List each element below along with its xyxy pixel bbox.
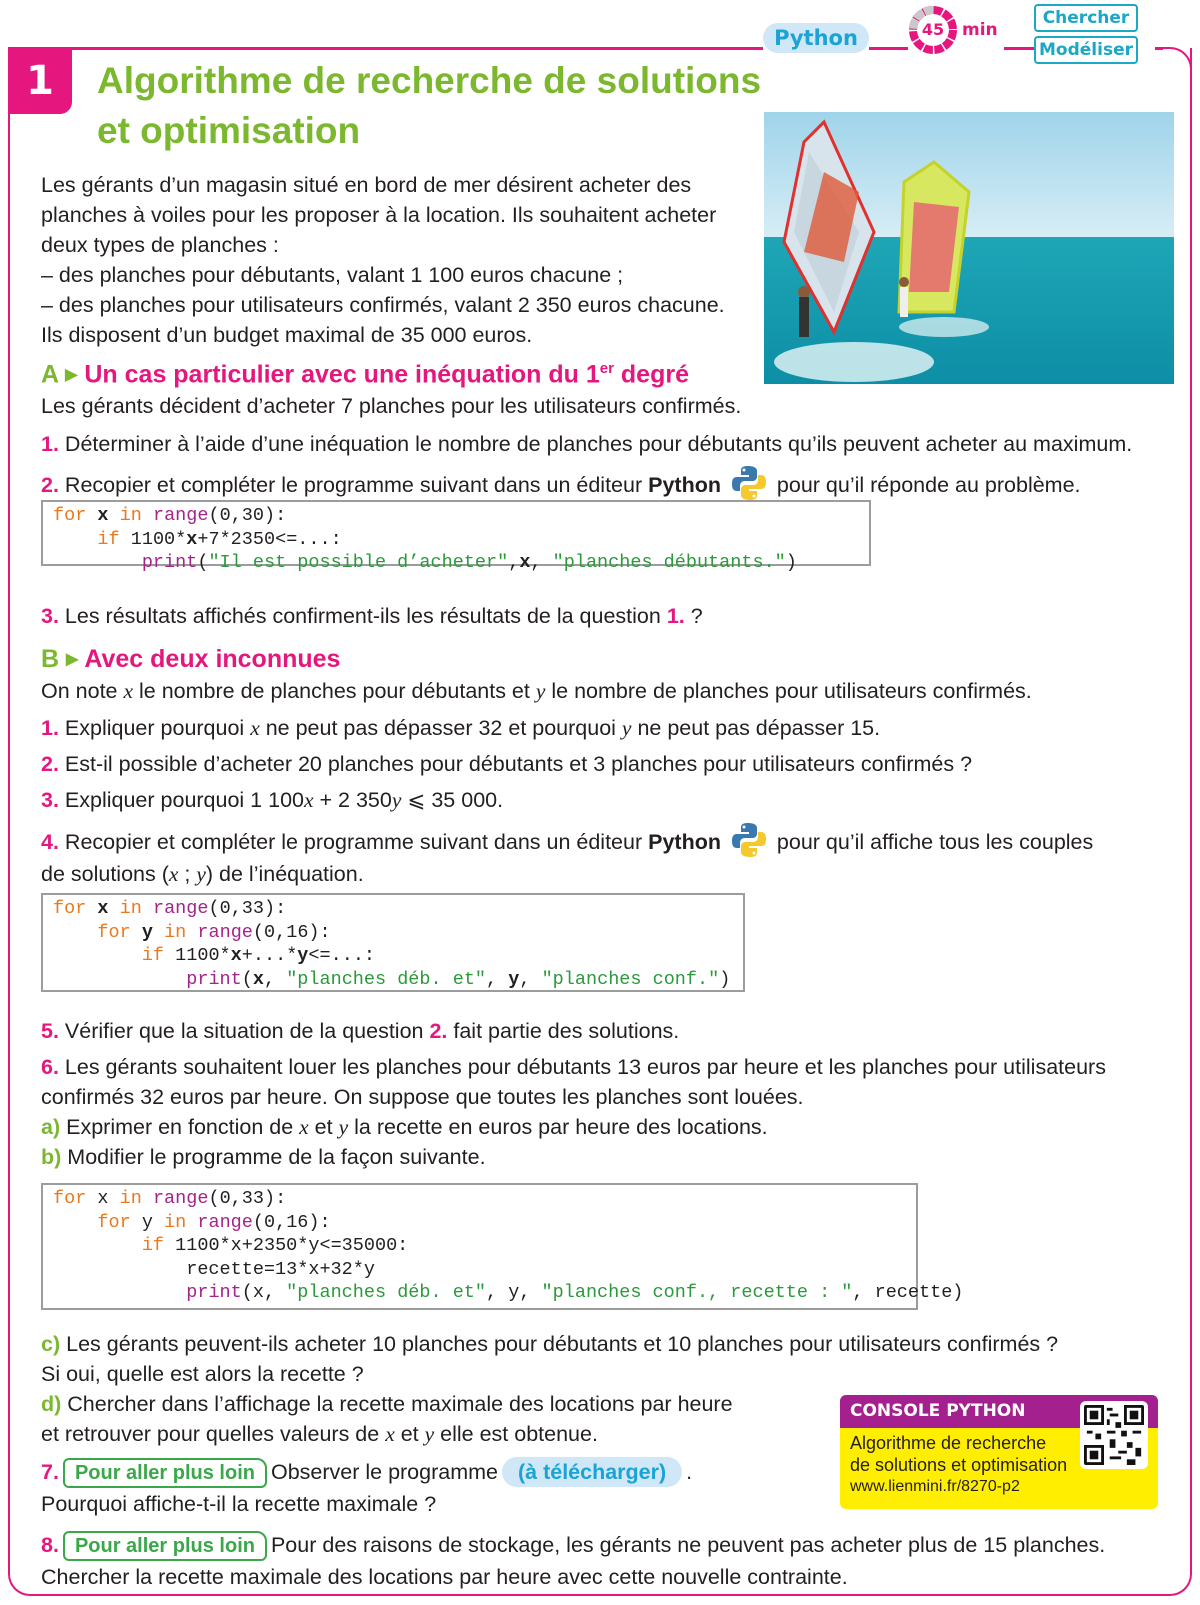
timer-unit: min: [962, 20, 998, 40]
text: ne peut pas dépasser 32 et pourquoi: [259, 716, 622, 740]
question-a3: [41, 601, 703, 631]
console-heading: CONSOLE PYTHON: [840, 1395, 1158, 1428]
intro-line: – des planches pour utilisateurs confirmés, valant 2 350 euros chacune.: [41, 293, 725, 317]
question-number: 7.: [41, 1460, 59, 1484]
console-title: de solutions et optimisation: [850, 1455, 1068, 1475]
text: et retrouver pour quelles valeurs de: [41, 1422, 386, 1446]
question-b2: [41, 749, 972, 779]
pour-aller-plus-loin-tag: Pour aller plus loin: [63, 1458, 267, 1488]
frame-top-line: [1004, 47, 1034, 50]
code-block-3: [41, 1183, 964, 1310]
section-title: Un cas particulier avec une inéquation du 1: [84, 360, 600, 389]
code-line: for y in range(0,16):: [97, 1211, 331, 1233]
var-y: y: [196, 862, 206, 886]
intro-line: Ils disposent d’un budget maximal de 35 000 euros.: [41, 323, 533, 347]
title-line: et optimisation: [97, 110, 361, 151]
question-number: 3.: [41, 788, 59, 812]
console-title: Algorithme de recherche: [850, 1433, 1047, 1453]
var-y: y: [535, 679, 546, 703]
question-b7: [41, 1456, 821, 1520]
var-x: x: [303, 788, 314, 812]
text: fait partie des solutions.: [447, 1019, 680, 1043]
pour-aller-plus-loin-tag: Pour aller plus loin: [63, 1531, 267, 1561]
code-line: for x in range(0,33):: [53, 1188, 287, 1209]
question-b5: [41, 1016, 679, 1046]
python-label: Python: [648, 473, 721, 497]
code-block-1: [41, 500, 871, 573]
question-number: 1.: [41, 716, 59, 740]
section-b-heading: [41, 645, 340, 674]
question-a1: [41, 429, 1171, 459]
var-x: x: [168, 862, 179, 886]
question-text: Les résultats affichés confirment-ils les résultats de la question: [64, 604, 667, 628]
text: le nombre de planches pour débutants et: [133, 679, 536, 703]
python-label: Python: [648, 830, 721, 854]
question-text: Recopier et compléter le programme suivant dans un éditeur: [64, 473, 649, 497]
sub-label: d): [41, 1392, 62, 1416]
code-block-2: [41, 893, 745, 992]
var-x: x: [299, 1115, 309, 1139]
question-text: ?: [684, 604, 703, 628]
question-text: pour qu’il réponde au problème.: [770, 473, 1081, 497]
text: Chercher dans l’affichage la recette maximale des locations par heure: [67, 1392, 733, 1416]
var-y: y: [338, 1115, 349, 1139]
text: Expliquer pourquoi: [64, 716, 251, 740]
question-a2: [41, 464, 1171, 502]
var-y: y: [391, 788, 402, 812]
code-line: recette=13*x+32*y: [53, 1258, 375, 1280]
exercise-title: [97, 56, 777, 156]
console-python-box[interactable]: [840, 1395, 1158, 1509]
text: .: [686, 1460, 693, 1484]
section-title-end: degré: [613, 360, 689, 389]
section-title: Avec deux inconnues: [84, 645, 341, 673]
intro-line: Les gérants d’un magasin situé en bord de mer désirent acheter des: [41, 173, 692, 197]
text: elle est obtenue.: [434, 1422, 598, 1446]
triangle-right-icon: ▶: [66, 651, 79, 668]
question-ref: 2.: [429, 1019, 448, 1043]
var-x: x: [385, 1422, 395, 1446]
code-line: if 1100*x+...*y<=...:: [141, 945, 376, 966]
code-line: if 1100*x+2350*y<=35000:: [141, 1235, 409, 1256]
text: ⩽ 35 000.: [401, 788, 504, 812]
question-b6d: [41, 1389, 801, 1449]
intro-line: deux types de planches :: [41, 233, 279, 257]
triangle-right-icon: ▶: [65, 366, 78, 384]
section-b-lead: [41, 676, 1032, 706]
text: et: [308, 1115, 339, 1139]
text: Recopier et compléter le programme suivant dans un éditeur: [64, 830, 649, 854]
text: Chercher la recette maximale des locations par heure avec cette nouvelle contrainte.: [41, 1565, 848, 1589]
var-x: x: [250, 716, 260, 740]
var-y: y: [424, 1422, 435, 1446]
intro-paragraph: [41, 170, 761, 350]
question-b1: [41, 713, 880, 743]
question-number: 8.: [41, 1533, 59, 1557]
text: pour qu’il affiche tous les couples: [770, 830, 1094, 854]
question-text: Est-il possible d’acheter 20 planches pour débutants et 3 planches pour utilisateurs confirmés ?: [64, 752, 973, 776]
text: + 2 350: [313, 788, 392, 812]
text: de solutions (: [41, 862, 169, 886]
section-a-lead: Les gérants décident d’acheter 7 planches pour les utilisateurs confirmés.: [41, 394, 742, 418]
text: confirmés 32 euros par heure. On suppose que toutes les planches sont louées.: [41, 1085, 804, 1109]
text: On note: [41, 679, 124, 703]
text: Modifier le programme de la façon suivante.: [67, 1145, 486, 1169]
question-b8: [41, 1529, 1181, 1593]
section-a-heading: [41, 360, 689, 389]
superscript: er: [599, 360, 614, 377]
sub-label: b): [41, 1145, 62, 1169]
intro-line: planches à voiles pour les proposer à la location. Ils souhaitent acheter: [41, 203, 717, 227]
exercise-number: 1: [8, 48, 72, 114]
code-line: for x in range(0,30):: [53, 505, 287, 526]
text: Expliquer pourquoi 1 100: [64, 788, 304, 812]
question-number: 2.: [41, 752, 59, 776]
download-link[interactable]: (à télécharger): [502, 1457, 682, 1487]
text: Pourquoi affiche-t-il la recette maximale ?: [41, 1492, 437, 1516]
code-line: print(x, "planches déb. et", y, "planches conf., recette : ", recette): [186, 1282, 964, 1303]
question-number: 2.: [41, 473, 59, 497]
text: Observer le programme: [270, 1460, 498, 1484]
question-number: 1.: [41, 432, 59, 456]
question-number: 5.: [41, 1019, 59, 1043]
frame-top-line: [8, 47, 763, 50]
text: et: [394, 1422, 425, 1446]
text: la recette en euros par heure des locations.: [348, 1115, 768, 1139]
code-line: if 1100*x+7*2350<=...:: [97, 528, 342, 550]
question-b4: [41, 821, 1171, 889]
python-tag: Python: [763, 23, 869, 53]
text: ;: [178, 862, 197, 886]
text: ) de l’inéquation.: [205, 862, 364, 886]
python-logo-icon: [731, 464, 767, 502]
code-line: print(x, "planches déb. et", y, "planches conf."): [186, 968, 731, 990]
title-line: Algorithme de recherche de solutions: [97, 60, 762, 101]
text: Pour des raisons de stockage, les gérants ne peuvent pas acheter plus de 15 planches.: [270, 1533, 1106, 1557]
text: Les gérants peuvent-ils acheter 10 planches pour débutants et 10 planches pour utilisateurs confirmés ?: [66, 1332, 1059, 1356]
question-b6c: [41, 1329, 1171, 1389]
text: le nombre de planches pour utilisateurs confirmés.: [545, 679, 1032, 703]
text: Les gérants souhaitent louer les planches pour débutants 13 euros par heure et les planches pour utilisateurs: [64, 1055, 1106, 1079]
question-b3: [41, 785, 503, 815]
skill-chercher: Chercher: [1034, 4, 1138, 32]
question-text: Déterminer à l’aide d’une inéquation le nombre de planches pour débutants qu’ils peuvent acheter au maximum.: [64, 432, 1133, 456]
var-x: x: [123, 679, 134, 703]
timer-value: 45: [921, 20, 945, 39]
frame-top-line: [869, 47, 908, 50]
text: Vérifier que la situation de la question: [64, 1019, 430, 1043]
section-letter: B: [41, 645, 60, 673]
var-y: y: [621, 716, 632, 740]
code-line: for y in range(0,16):: [97, 921, 331, 943]
python-logo-icon: [731, 821, 767, 859]
text: Exprimer en fonction de: [66, 1115, 300, 1139]
console-url[interactable]: www.lienmini.fr/8270-p2: [850, 1478, 1020, 1495]
intro-line: – des planches pour débutants, valant 1 100 euros chacune ;: [41, 263, 624, 287]
sub-label: a): [41, 1115, 61, 1139]
question-b6: [41, 1052, 1171, 1172]
skill-modeliser: Modéliser: [1034, 36, 1138, 64]
code-line: print("Il est possible d’acheter",x, "planches débutants."): [141, 552, 797, 573]
sub-label: c): [41, 1332, 61, 1356]
section-letter: A: [41, 360, 59, 389]
text: Si oui, quelle est alors la recette ?: [41, 1362, 364, 1386]
code-line: for x in range(0,33):: [53, 898, 287, 919]
question-number: 4.: [41, 830, 59, 854]
text: ne peut pas dépasser 15.: [631, 716, 881, 740]
qr-code-icon[interactable]: [1080, 1401, 1148, 1469]
question-number: 3.: [41, 604, 59, 628]
question-number: 6.: [41, 1055, 59, 1079]
question-ref: 1.: [666, 604, 685, 628]
windsurf-photo: [764, 112, 1174, 384]
